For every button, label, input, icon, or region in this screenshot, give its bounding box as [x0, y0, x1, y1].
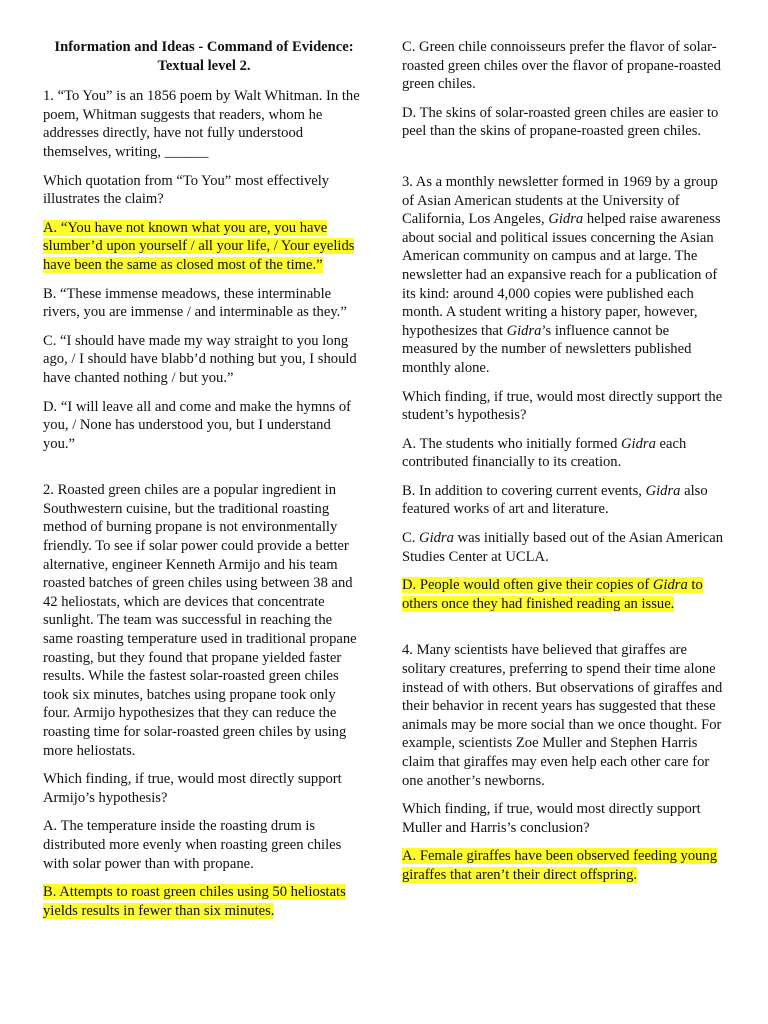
gidra-title: Gidra [621, 435, 656, 452]
q1-option-b: B. “These immense meadows, these interminable rivers, you are immense / and interminable as they.” [43, 285, 347, 321]
q1-option-c: C. “I should have made my way straight to you long ago, / I should have blabb’d nothing but you, I should have chanted nothing / but you.” [43, 332, 357, 386]
gidra-title: Gidra [645, 482, 681, 499]
q1-option-a-highlight: A. “You have not known what you are, you have slumber’d upon yourself / all your life, / Your eyelids have been the same as closed most of the time.” [43, 219, 355, 273]
q3-option-d-text: D. People would often give their copies of [402, 577, 653, 594]
q3-option-a-text: A. The students who initially formed [402, 435, 622, 452]
section-gap [43, 463, 365, 481]
q2-option-d: D. The skins of solar-roasted green chiles are easier to peel than the skins of propane-roasted green chiles. [402, 104, 719, 140]
q1-stem: 1. “To You” is an 1856 poem by Walt Whitman. In the poem, Whitman suggests that readers, whom he addresses directly, have not fully understood themselves, writing, ______ [43, 88, 360, 160]
q2-option-b [43, 883, 365, 920]
q1-option-d: D. “I will leave all and come and make the hymns of you, / None has understood you, but I understand you.” [43, 398, 351, 452]
right-column [402, 38, 726, 895]
q3-stem-part: 3. As a monthly newsletter formed in 1969 by a group of Asian American students at the University of California, Los Angeles, [402, 173, 718, 228]
q2-option-a: A. The temperature inside the roasting drum is distributed more evenly when roasting green chiles with solar power than with propane. [43, 818, 342, 872]
q4-prompt: Which finding, if true, would most directly support Muller and Harris’s conclusion? [402, 801, 701, 836]
q3-option-a [402, 435, 726, 472]
q3-stem-part: helped raise awareness about social and political issues concerning the Asian American community on campus and at large. The newsletter had an expansive reach for a publication of its kind: around 4,000 copies were published each month. A student writing a history paper, however, hypothesizes that [402, 211, 721, 339]
gidra-title: Gidra [506, 322, 542, 339]
q1-prompt: Which quotation from “To You” most effectively illustrates the claim? [43, 172, 330, 208]
q3-option-b-text: B. In addition to covering current events, [402, 482, 646, 499]
q2-stem: 2. Roasted green chiles are a popular ingredient in Southwestern cuisine, but the traditional roasting method of burning propane is not environmentally friendly. To see if solar power could provide a better alternative, engineer Kenneth Armijo and his team roasted batches of green chiles using between 38 and 42 heliostats, which are devices that concentrate sunlight. The team was successful in reaching the same roasting temperature used in traditional propane roasting, but they found that propane yielded faster results. While the fastest solar-roasted green chiles took six minutes, batches using propane took only four. Armijo hypothesizes that they can reduce the roasting time for solar-roasted green chiles by using more heliostats. [43, 482, 357, 759]
gidra-title: Gidra [548, 211, 584, 228]
gidra-title: Gidra [652, 577, 688, 594]
left-column [43, 38, 365, 930]
q4-option-a-highlight: A. Female giraffes have been observed feeding young giraffes that aren’t their direct offspring. [402, 848, 718, 883]
q3-stem [402, 173, 726, 378]
q3-option-c [402, 529, 726, 566]
page-title: Information and Ideas - Command of Evidence: Textual level 2. [54, 39, 354, 74]
section-gap [402, 151, 726, 173]
q4-option-a [402, 847, 726, 884]
gidra-title: Gidra [419, 530, 454, 547]
q3-option-d-text: to others once they had finished reading an issue. [402, 577, 703, 612]
q3-option-a-text: each contributed financially to its creation. [402, 435, 687, 471]
section-gap [402, 623, 726, 641]
q2-prompt: Which finding, if true, would most directly support Armijo’s hypothesis? [43, 771, 342, 806]
q3-prompt: Which finding, if true, would most directly support the student’s hypothesis? [402, 388, 723, 424]
q3-stem-part: ’s influence cannot be measured by the number of newsletters published monthly alone. [402, 322, 692, 376]
q4-stem: 4. Many scientists have believed that giraffes are solitary creatures, preferring to spend their time alone instead of with others. But observations of giraffes and their behavior in recent years has suggested that these animals may be more social than we once thought. For example, scientists Zoe Muller and Stephen Harris claim that giraffes may even help each other care for one another’s newborns. [402, 642, 723, 789]
q3-option-d-highlight [402, 577, 703, 612]
q3-option-d [402, 576, 726, 613]
q3-option-b-text: also featured works of art and literature. [402, 482, 708, 518]
q3-option-b [402, 482, 726, 519]
q2-option-c: C. Green chile connoisseurs prefer the flavor of solar-roasted green chiles over the flavor of propane-roasted green chiles. [402, 39, 721, 93]
q3-option-c-text: C. [402, 530, 420, 547]
q1-option-a [43, 219, 365, 275]
q2-option-b-highlight: B. Attempts to roast green chiles using 50 heliostats yields results in fewer than six minutes. [43, 884, 346, 919]
q3-option-c-text: was initially based out of the Asian American Studies Center at UCLA. [402, 530, 724, 565]
